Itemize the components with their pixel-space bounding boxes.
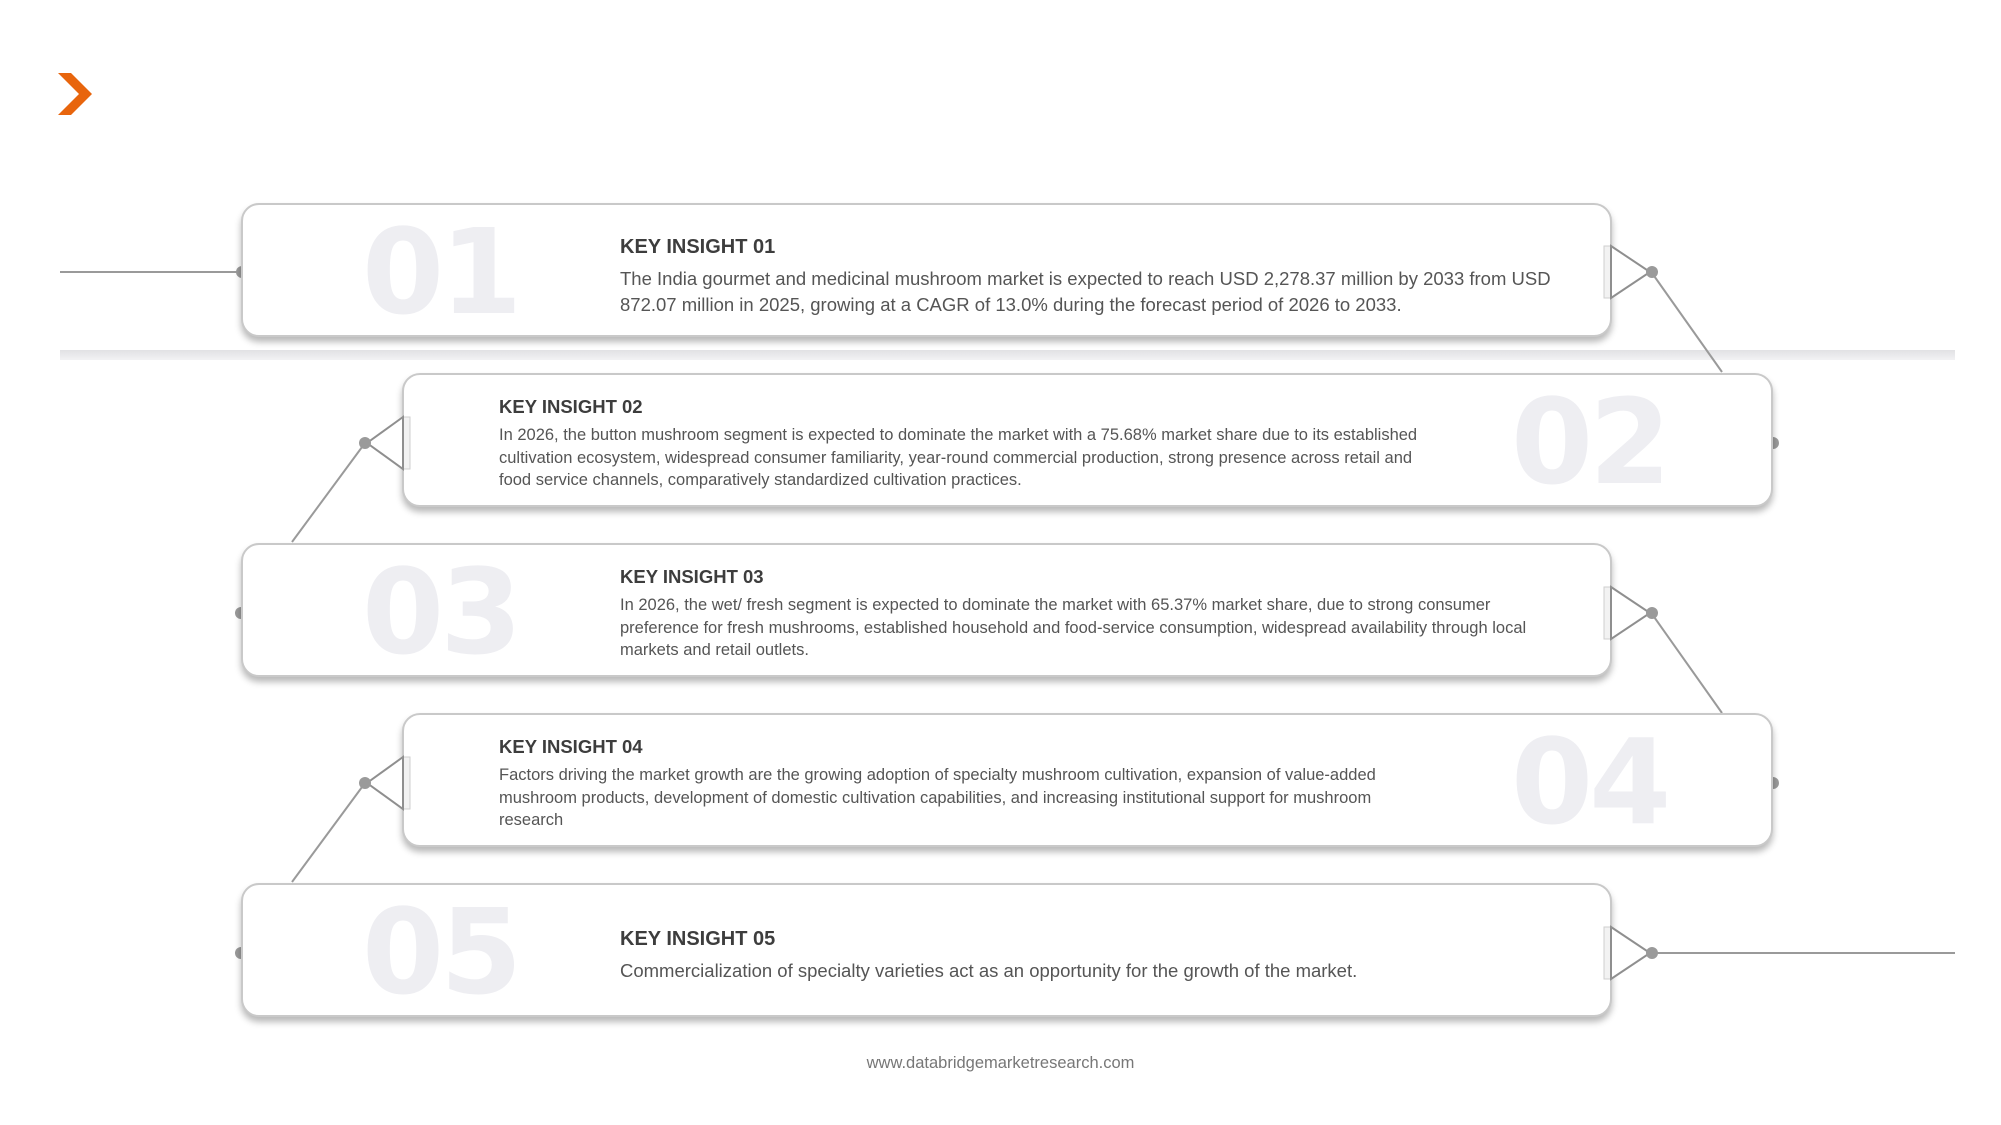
insight-text-04: Factors driving the market growth are the growing adoption of specialty mushroom cultivation, expansion of value-added mushroom products, development of domestic cultivation capabilities, and increasing institutional support for mushroom research	[499, 766, 1376, 829]
insight-text-02: In 2026, the button mushroom segment is expected to dominate the market with a 75.68% market share due to its established cultivation ecosystem, widespread consumer familiarity, year-round commercial production, strong presence across retail and food service channels, comparatively standardized cultivation practices.	[499, 426, 1418, 489]
insight-title-04: KEY INSIGHT 04	[499, 736, 643, 757]
insight-text-05: Commercialization of specialty varieties act as an opportunity for the growth of the market.	[620, 960, 1358, 981]
insight-number-04: 04	[1511, 713, 1668, 851]
insight-title-03: KEY INSIGHT 03	[620, 566, 764, 587]
insight-title-05: KEY INSIGHT 05	[620, 928, 776, 950]
pointer-05	[1604, 927, 1658, 979]
pointer-03	[1604, 587, 1658, 639]
insight-title-02: KEY INSIGHT 02	[499, 396, 643, 417]
insight-number-02: 02	[1511, 373, 1668, 511]
pointer-01	[1604, 246, 1658, 298]
pointer-04	[359, 757, 410, 809]
insight-text-01: The India gourmet and medicinal mushroom market is expected to reach USD 2,278.37 million by 2033 from USD 872.07 million in 2025, growing at a CAGR of 13.0% during the forecast period of 2026 to 2033.	[620, 268, 1551, 315]
footer-url[interactable]: www.databridgemarketresearch.com	[866, 1054, 1135, 1072]
insight-number-05: 05	[362, 883, 519, 1021]
insight-text-03: In 2026, the wet/ fresh segment is expected to dominate the market with 65.37% market share, due to strong consumer preference for fresh mushrooms, established household and food-service consumption, widespread availability through local markets and retail outlets.	[620, 596, 1527, 659]
insight-title-01: KEY INSIGHT 01	[620, 236, 776, 258]
insight-number-01: 01	[362, 203, 519, 341]
pointer-02	[359, 417, 410, 469]
insight-number-03: 03	[362, 543, 519, 681]
